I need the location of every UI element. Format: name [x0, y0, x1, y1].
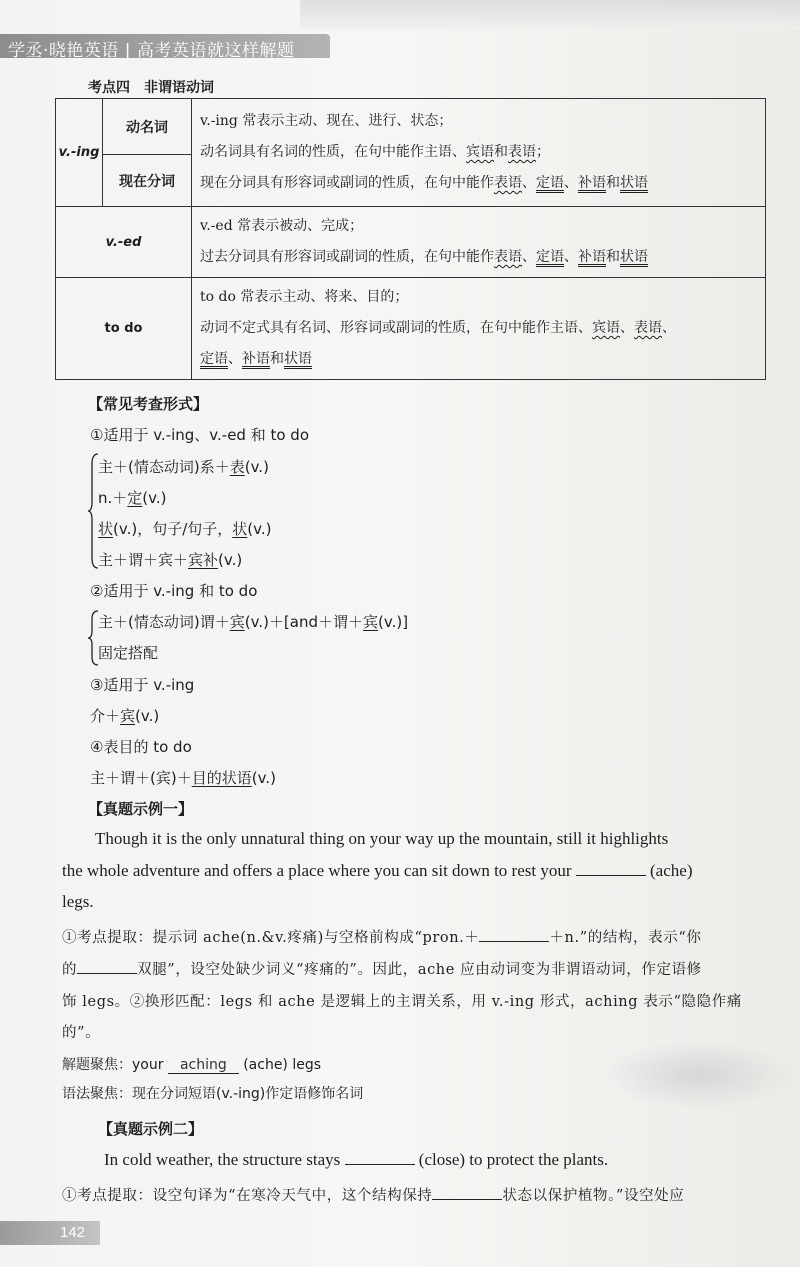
form3-line-1: 介＋宾(v.)	[90, 707, 160, 725]
example2-heading: 【真题示例二】	[98, 1120, 204, 1138]
ved-description	[192, 207, 766, 278]
ving-form-cell	[56, 99, 103, 207]
form3-title: ③适用于 v.-ing	[90, 676, 195, 694]
example1-line-3: legs.	[62, 892, 94, 911]
form4-line-1: 主＋谓＋(宾)＋目的状语(v.)	[90, 769, 276, 787]
example1-line-1: Though it is the only unnatural thing on your way up the mountain, still it highlights	[95, 829, 669, 848]
todo-line-3: 定语、补语和状语	[200, 351, 312, 367]
example1-grammar: 语法聚焦：现在分词短语(v.-ing)作定语修饰名词	[62, 1086, 364, 1102]
form1-line-1: 主＋(情态动词)系＋表(v.)	[98, 458, 269, 476]
ved-line-1: v.-ed 常表示被动、完成；	[200, 218, 364, 234]
ving-line-1: v.-ing 常表示主动、现在、进行、状态；	[200, 113, 453, 129]
blank-field	[479, 927, 549, 942]
blank-field	[345, 1150, 415, 1165]
ving-line-2: 动名词具有名词的性质，在句中能作主语、宾语和表语；	[200, 144, 550, 160]
answer-fill: aching	[168, 1057, 239, 1074]
example1-analysis-3: 饰 legs。②换形匹配：legs 和 ache 是逻辑上的主谓关系，用 v.-ing 形式，aching 表示“隐隐作痛	[62, 994, 742, 1010]
form2-line-1: 主＋(情态动词)谓＋宾(v.)＋[and＋谓＋宾(v.)]	[98, 613, 409, 631]
ving-form-label: v.-ing	[58, 145, 100, 160]
example1-line-2: the whole adventure and offers a place where you can sit down to rest your (ache)	[62, 861, 693, 880]
example1-focus: 解题聚焦：your aching (ache) legs	[62, 1057, 322, 1073]
ved-form-label: v.-ed	[105, 234, 142, 250]
page-number: 142	[60, 1224, 86, 1241]
common-forms-heading: 【常见考查形式】	[88, 395, 209, 413]
page-shadow	[300, 0, 800, 30]
form1-line-3: 状(v.)，句子/句子，状(v.)	[98, 520, 272, 538]
blank-field	[432, 1185, 502, 1200]
header-title: 学丞·晓艳英语 | 高考英语就这样解题	[8, 41, 295, 61]
todo-form-cell: to do	[56, 278, 192, 380]
example2-analysis-1: ①考点提取：设空句译为“在寒冷天气中，这个结构保持 状态以保护植物。”设空处应	[62, 1184, 684, 1205]
blank-field	[77, 959, 137, 974]
example1-analysis-1: ①考点提取：提示词 ache(n.&v.疼痛)与空格前构成“pron.＋ ＋n.”的结构，表示“你	[62, 926, 701, 947]
form2-line-2: 固定搭配	[98, 644, 159, 662]
blank-field	[576, 861, 646, 876]
table-row	[56, 207, 766, 278]
table-row	[56, 99, 766, 155]
ved-line-2: 过去分词具有形容词或副词的性质，在句中能作表语、定语、补语和状语	[200, 249, 648, 265]
example1-heading: 【真题示例一】	[88, 800, 194, 818]
gerund-label: 动名词	[103, 99, 192, 155]
ving-line-3: 现在分词具有形容词或副词的性质，在句中能作表语、定语、补语和状语	[200, 175, 648, 191]
scan-smudge	[605, 1040, 795, 1110]
todo-description	[192, 278, 766, 380]
example2-line-1: In cold weather, the structure stays (close) to protect the plants.	[104, 1150, 609, 1169]
form1-title: ①适用于 v.-ing、v.-ed 和 to do	[90, 426, 310, 444]
form2-title: ②适用于 v.-ing 和 to do	[90, 582, 258, 600]
todo-line-1: to do 常表示主动、将来、目的；	[200, 289, 409, 305]
todo-line-2: 动词不定式具有名词、形容词或副词的性质，在句中能作主语、宾语、表语、	[200, 320, 676, 336]
form1-line-2: n.＋定(v.)	[98, 489, 167, 507]
participle-label: 现在分词	[103, 155, 192, 207]
section-title: 考点四 非谓语动词	[88, 80, 214, 96]
ved-form-cell	[56, 207, 192, 278]
table-row	[56, 278, 766, 380]
example1-analysis-4: 的”。	[62, 1025, 101, 1041]
form4-title: ④表目的 to do	[90, 738, 192, 756]
example1-analysis-2: 的 双腿”，设空处缺少词义“疼痛的”。因此，ache 应由动词变为非谓语动词，作定语修	[62, 958, 702, 979]
nonfinite-verbs-table	[55, 98, 766, 380]
ving-description	[192, 99, 766, 207]
form1-line-4: 主＋谓＋宾＋宾补(v.)	[98, 551, 243, 569]
